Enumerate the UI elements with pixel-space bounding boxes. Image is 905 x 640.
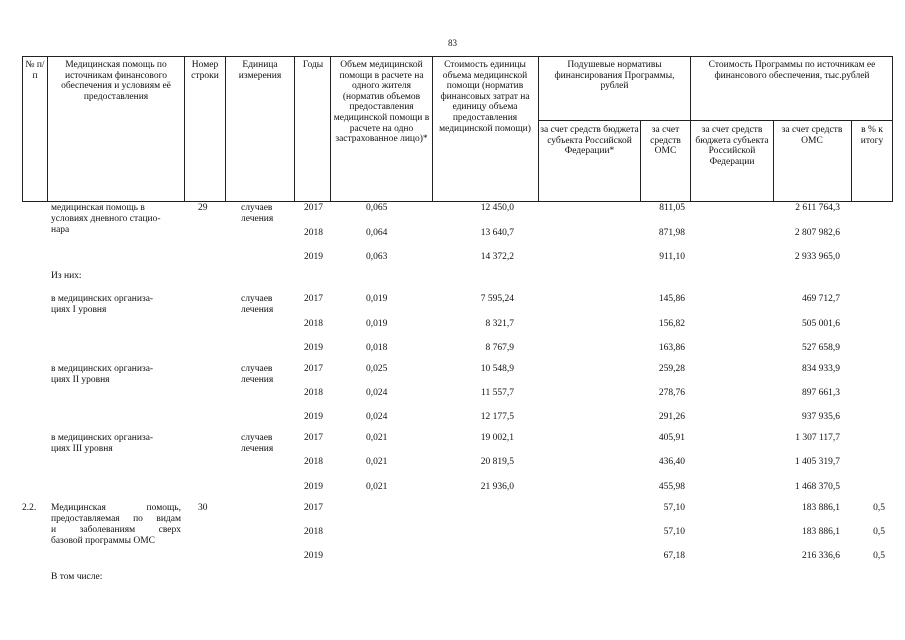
unit-cost: 11 557,7 (481, 388, 514, 398)
unit-cost: 21 936,0 (480, 482, 514, 492)
total-oms: 1 405 319,7 (794, 457, 840, 467)
norm-oms: 163,86 (658, 343, 685, 353)
year: 2017 (304, 433, 323, 443)
row-name: нара (51, 225, 70, 235)
row-name: в медицинских организа- (51, 364, 154, 374)
row-name: предоставляемая по видам (51, 514, 181, 524)
pct-total: 0,5 (873, 503, 885, 513)
row-unit: случаев (241, 294, 273, 304)
volume: 0,021 (366, 457, 388, 467)
row-name: и заболеваниям сверх (51, 525, 181, 535)
volume: 0,021 (366, 482, 388, 492)
header-row-number: Номер строки (191, 60, 219, 81)
row-name: Медицинская помощь, (51, 503, 181, 513)
header-years: Годы (302, 60, 324, 70)
row-name: в медицинских организа- (51, 294, 154, 304)
unit-cost: 8 321,7 (485, 319, 514, 329)
unit-cost: 13 640,7 (480, 228, 514, 238)
year: 2018 (304, 527, 323, 537)
unit-cost: 20 819,5 (480, 457, 514, 467)
norm-oms: 156,82 (658, 319, 685, 329)
volume: 0,019 (366, 294, 388, 304)
header-group-cost: Стоимость Программы по источникам ее финансового обеспечения, тыс.рублей (708, 60, 876, 81)
row-name: циях II уровня (51, 375, 110, 385)
norm-oms: 811,05 (659, 203, 685, 213)
unit-cost: 7 595,24 (480, 294, 514, 304)
total-oms: 2 611 764,3 (795, 203, 840, 213)
header-name: Медицинская помощь по источникам финансового обеспечения и условиям её предоставления (61, 60, 171, 102)
header-group-norms: Подушевые нормативы финансирования Программы, рублей (554, 60, 675, 92)
total-oms: 2 933 965,0 (794, 252, 840, 262)
year: 2017 (304, 294, 323, 304)
year: 2017 (304, 503, 323, 513)
row-unit: случаев (241, 364, 273, 374)
year: 2019 (304, 343, 323, 353)
row-unit: лечения (241, 214, 274, 224)
norm-oms: 57,10 (663, 503, 685, 513)
row-number: 30 (198, 503, 208, 513)
norm-oms: 67,18 (663, 551, 685, 561)
volume: 0,021 (366, 433, 388, 443)
header-divider (538, 56, 539, 202)
header-divider (294, 56, 295, 202)
header-cost: Стоимость единицы объема медицинской помощи (норматив финансовых затрат на единицу объема предоставления медицинской помощи) (439, 60, 531, 134)
section-number: 2.2. (22, 503, 37, 513)
total-oms: 183 886,1 (802, 503, 840, 513)
row-unit: лечения (241, 444, 274, 454)
header-divider (225, 56, 226, 202)
row-name: циях I уровня (51, 305, 107, 315)
unit-cost: 12 450,0 (480, 203, 514, 213)
norm-oms: 871,98 (658, 228, 685, 238)
page-number: 83 (448, 38, 457, 48)
header-cost-oms: за счет средств ОМС (781, 125, 843, 146)
header-divider (330, 56, 331, 202)
row-unit: случаев (241, 433, 273, 443)
row-unit: лечения (241, 375, 274, 385)
header-divider (47, 56, 48, 202)
iz-nih-label: Из них: (51, 271, 82, 281)
header-volume: Объем медицинской помощи в расчете на одного жителя (норматив объемов предоставления медицинской помощи в расчете на одно застрахованное лицо)* (333, 60, 430, 145)
unit-cost: 19 002,1 (480, 433, 514, 443)
volume: 0,025 (366, 364, 388, 374)
unit-cost: 14 372,2 (480, 252, 514, 262)
volume: 0,024 (366, 388, 388, 398)
row-name: медицинская помощь в (51, 203, 145, 213)
header-divider (432, 56, 433, 202)
total-oms: 2 807 982,6 (794, 228, 840, 238)
volume: 0,018 (366, 343, 388, 353)
norm-oms: 57,10 (663, 527, 685, 537)
v-tom-chisle-label: В том числе: (51, 572, 103, 582)
year: 2017 (304, 203, 323, 213)
header-num: № п/п (25, 60, 45, 81)
total-oms: 505 001,6 (802, 319, 840, 329)
unit-cost: 8 767,9 (485, 343, 514, 353)
volume: 0,065 (366, 203, 388, 213)
total-oms: 937 935,6 (802, 412, 840, 422)
norm-oms: 405,91 (658, 433, 685, 443)
total-oms: 1 307 117,7 (795, 433, 840, 443)
year: 2018 (304, 228, 323, 238)
norm-oms: 455,98 (658, 482, 685, 492)
norm-oms: 145,86 (658, 294, 685, 304)
volume: 0,019 (366, 319, 388, 329)
year: 2019 (304, 482, 323, 492)
row-unit: случаев (241, 203, 273, 213)
total-oms: 1 468 370,5 (794, 482, 840, 492)
total-oms: 527 658,9 (802, 343, 840, 353)
total-oms: 469 712,7 (802, 294, 840, 304)
header-norms-budget: за счет средств бюджета субъекта Российской Федерации* (540, 125, 639, 157)
row-name: условиях дневного стацио- (51, 214, 161, 224)
header-divider (690, 56, 691, 202)
header-cost-budget: за счет средств бюджета субъекта Российской Федерации (695, 125, 769, 167)
row-name: циях III уровня (51, 444, 113, 454)
total-oms: 216 336,6 (802, 551, 840, 561)
year: 2018 (304, 388, 323, 398)
norm-oms: 259,28 (658, 364, 685, 374)
row-name: базовой программы ОМС (51, 536, 155, 546)
year: 2018 (304, 457, 323, 467)
header-divider (538, 120, 893, 121)
header-unit: Единица измерения (238, 60, 282, 81)
norm-oms: 278,76 (658, 388, 685, 398)
header-norms-oms: за счет средств ОМС (650, 125, 681, 157)
row-number: 29 (198, 203, 208, 213)
unit-cost: 10 548,9 (480, 364, 514, 374)
year: 2018 (304, 319, 323, 329)
volume: 0,063 (366, 252, 388, 262)
pct-total: 0,5 (873, 527, 885, 537)
norm-oms: 291,26 (658, 412, 685, 422)
norm-oms: 911,10 (659, 252, 685, 262)
year: 2019 (304, 551, 323, 561)
volume: 0,064 (366, 228, 388, 238)
year: 2019 (304, 252, 323, 262)
year: 2017 (304, 364, 323, 374)
year: 2019 (304, 412, 323, 422)
pct-total: 0,5 (873, 551, 885, 561)
total-oms: 897 661,3 (802, 388, 840, 398)
total-oms: 183 886,1 (802, 527, 840, 537)
unit-cost: 12 177,5 (480, 412, 514, 422)
volume: 0,024 (366, 412, 388, 422)
norm-oms: 436,40 (658, 457, 685, 467)
header-cost-pct: в % к итогу (860, 125, 884, 146)
row-name: в медицинских организа- (51, 433, 154, 443)
total-oms: 834 933,9 (802, 364, 840, 374)
row-unit: лечения (241, 305, 274, 315)
